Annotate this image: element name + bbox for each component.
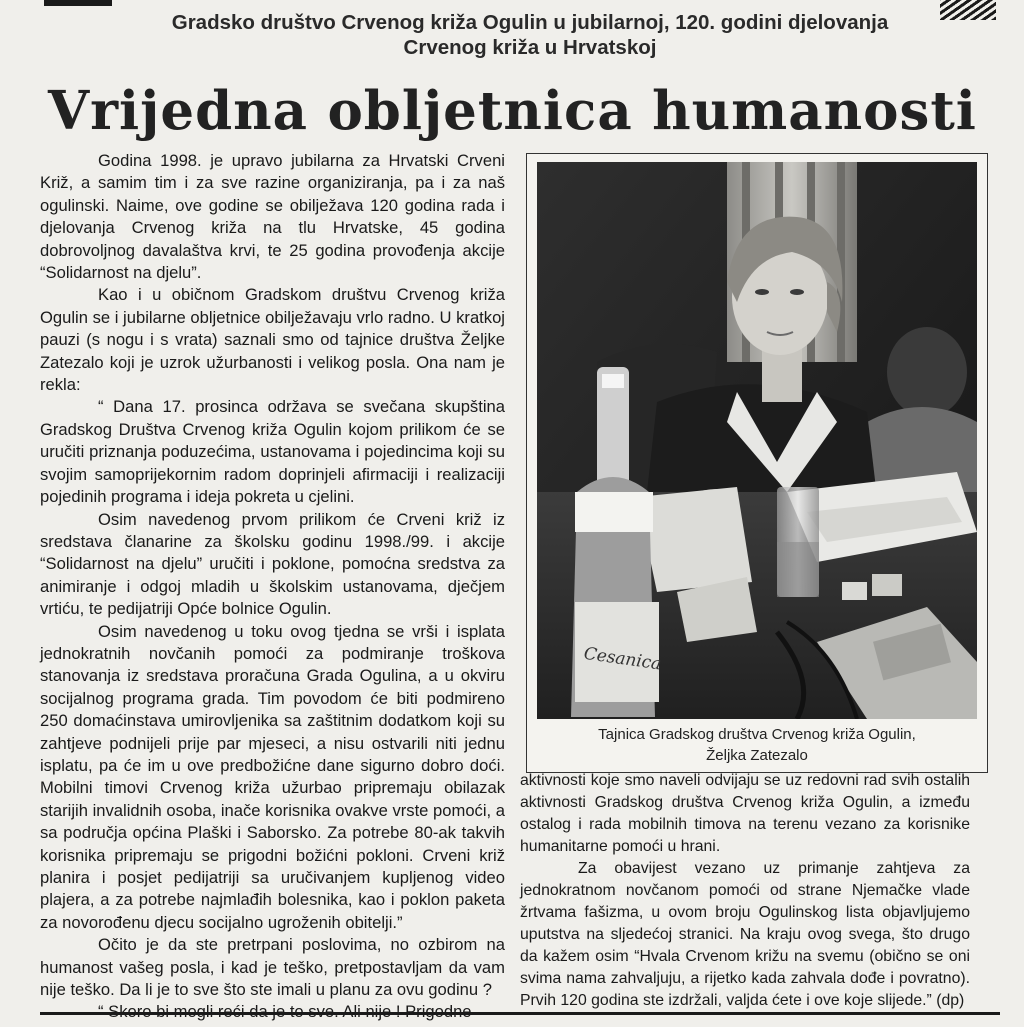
article-headline: Vrijedna obljetnica humanosti [48, 80, 977, 142]
photo-box [526, 153, 988, 773]
paragraph: Osim navedenog prvom prilikom će Crveni križ iz sredstava članarine za školsku godinu 1998./99. i akcije “Solidarnost na djelu” uručiti i poklone, pomoćna sredstva za animiranje i odgoj mladih u školskim ustanovama, dječjem vrtiću, te pedijatriji Opće bolnice Ogulin. [40, 509, 505, 619]
paragraph: Očito je da ste pretrpani poslovima, no ozbirom na humanost vašeg posla, i kad je teško, pretpostavljam da vam nije teško. Da li je to sve što ste imali u planu za ovu godinu ? [40, 935, 505, 1000]
paragraph: Godina 1998. je upravo jubilarna za Hrvatski Crveni Križ, a samim tim i za sve razine organiziranja, pa i za naš ogulinski. Naime, ove godine se obilježava 120 godina rada i djelovanja Crvenog križa na tlu Hrvatske, 45 godina dobrovoljnog davalaštva krvi, te 25 godina provođenja akcije “Solidarnost na djelu”. [40, 151, 505, 283]
photo-illustration [537, 162, 977, 719]
photo-caption [527, 724, 987, 766]
caption-line-1: Tajnica Gradskog društva Crvenog križa Ogulin, [598, 726, 916, 743]
paragraph: “ Dana 17. prosinca održava se svečana skupština Gradskog Društva Crvenog križa Ogulin kojom prilikom će se uručiti priznanja poduzećima, ustanovama i pojedincima koji su svojim samoprijekornim radom doprinjeli afirmaciji i realizaciji pojedinih programa i ideja pokreta u cjelini. [40, 397, 505, 507]
kicker-line-1: Gradsko društvo Crvenog križa Ogulin u jubilarnoj, 120. godini djelovanja [171, 11, 889, 34]
photo-woman-at-table [537, 162, 977, 719]
bottle-label-text: Cesanica [582, 643, 663, 675]
article-column-right [520, 770, 970, 1012]
paragraph: Kao i u običnom Gradskom društvu Crvenog križa Ogulin se i jubilarne obljetnice obilježavaju vrlo radno. U kratkoj pauzi (s nogu i s vrata) saznali smo od tajnice društva Željke Zatezalo koji je uzrok užurbanosti i velikog posla. Ona nam je rekla: [40, 285, 505, 395]
top-rule-block [44, 0, 112, 6]
bottom-rule [40, 1012, 1000, 1015]
paragraph: Za obavijest vezano uz primanje zahtjeva za jednokratnom novčanom pomoći od strane Njemačke vlade žrtvama fašizma, u ovom broju Ogulinskog lista objavljujemo uputstva na sljedećoj stranici. Na kraju ovog svega, što drugo da kažem osim “Hvala Crvenom križu na svemu (obično se oni svima nama zahvaljuju, a rijetko kada zahvala dođe i povratno). Prvih 120 godina ste izdržali, valjda ćete i ove koje slijede.” (dp) [520, 860, 970, 1009]
kicker-line-2: Crvenog križa u Hrvatskoj [403, 36, 657, 59]
paragraph: aktivnosti koje smo naveli odvijaju se uz redovni rad svih ostalih aktivnosti Gradskog društva Crvenog križa Ogulin, a između ostalog i rada mobilnih timova na terenu vezano za korisnike humanitarne pomoći u hrani. [520, 772, 970, 855]
article-kicker [60, 10, 1000, 60]
paragraph: Osim navedenog u toku ovog tjedna se vrši i isplata jednokratnih novčanih pomoći za podmiranje troškova stanovanja iz sredstava proračuna Grada Ogulina, a u okviru socijalnog programa grada. Tim povodom će biti podmireno 250 domaćinstava umirovljenika sa zaštitnim dodatkom koji su zahtjeve podnijeli prije par mjeseci, a nisu ostvarili niti jednu isplatu, pa će im u ove predbožićne dane sigurno dobro doći. Mobilni timovi Crvenog križa užurbao pripremaju obilazak starijih invalidnih osoba, inače korisnika ovakve vrste pomoći, a sa područja općina Plaški i Saborsko. Za potrebe 80-ak takvih korisnika pripremaju se prigodni božićni pokloni. Crveni križ planira i posjet pedijatriji sa uručivanjem kupljenog video plajera, a za potrebe najmlađih bolesnika, kao i poklon paketa za novorođenu djecu socijalno ugroženih obitelji.” [40, 621, 505, 932]
article-column-left [40, 150, 505, 1024]
caption-line-2: Željka Zatezalo [706, 747, 808, 764]
